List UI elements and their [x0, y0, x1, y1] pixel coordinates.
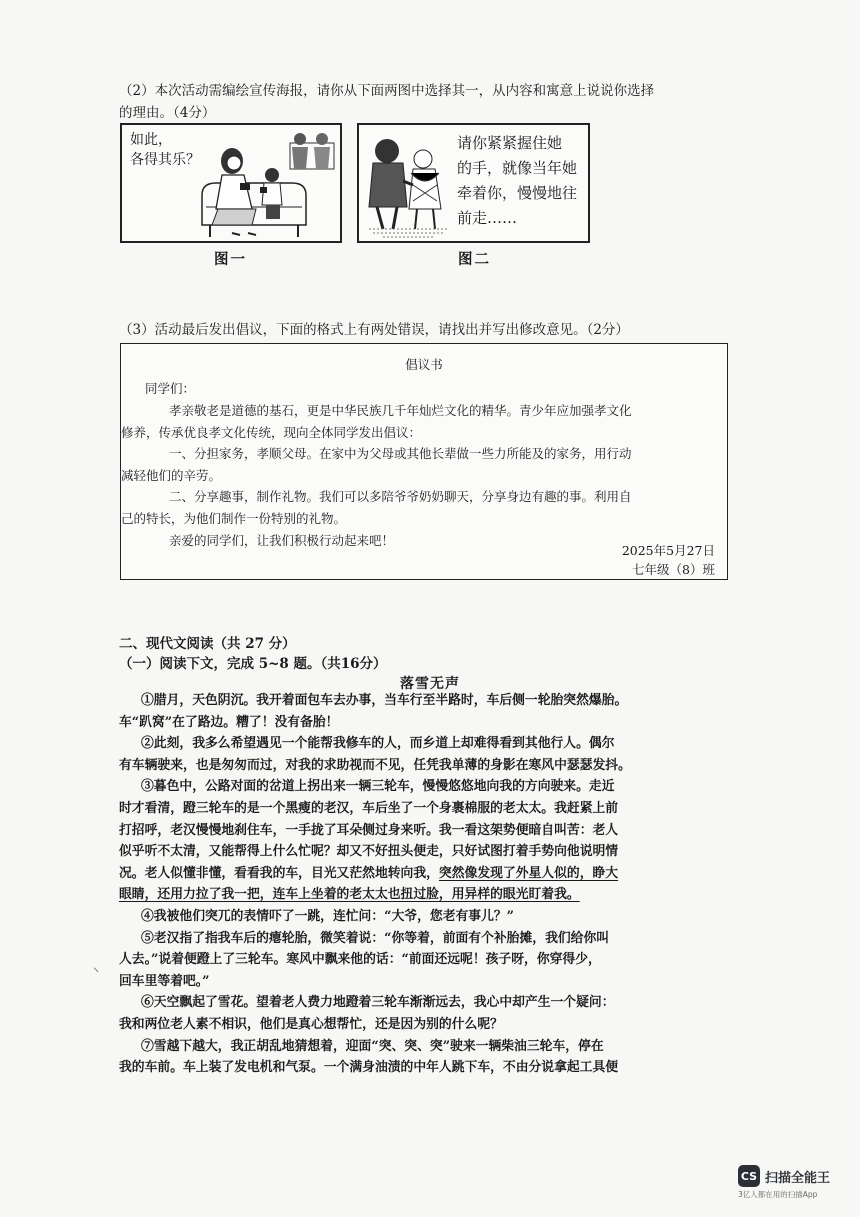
question-2-line-1: （2）本次活动需编绘宣传海报，请你从下面两图中选择其一，从内容和寓意上说说你选择: [119, 83, 655, 99]
figure-1-caption: 图一: [214, 251, 247, 268]
story-line-13: 人去。”说着便蹬上了三轮车。寒风中飘来他的话：“前面还远呢！孩子呀，你穿得少，: [119, 952, 601, 968]
story-line-6: 时才看清，蹬三轮车的是一个黑瘦的老汉，车后坐了一个身裹棉服的老太太。我赶紧上前: [119, 800, 619, 816]
story-line-4: 有车辆驶来，也是匆匆而过，对我的求助视而不见，任凭我单薄的身影在寒风中瑟瑟发抖。: [119, 757, 631, 773]
proposal-paragraph-1: [121, 400, 723, 443]
proposal-date: 2025年5月27日: [621, 543, 715, 558]
story-title: 落雪无声: [400, 676, 460, 692]
figure-2-illustration: [363, 129, 459, 239]
story-line-1: ①腊月，天色阴沉。我开着面包车去办事，当车行至半路时，车后侧一轮胎突然爆胎。: [141, 693, 628, 708]
story-line-11: ④我被他们突兀的表情吓了一跳，连忙问：“大爷，您老有事儿？”: [141, 908, 515, 924]
story-line-12: ⑤老汉指了指我车后的瘪轮胎，微笑着说：“你等着，前面有个补胎摊，我们给你叫: [141, 930, 610, 946]
figure-2-speech-line-3: 牵着你，慢慢地往: [457, 184, 578, 202]
watermark-name: 扫描全能王: [765, 1170, 831, 1186]
proposal-signer: 七年级（8）班: [632, 562, 715, 577]
story-line-2: 车“趴窝”在了路边。糟了！没有备胎！: [119, 714, 339, 730]
proposal-p3-line-1: 二、分享趣事，制作礼物。我们可以多陪爷爷奶奶聊天，分享身边有趣的事。利用自: [169, 489, 632, 504]
proposal-salutation: 同学们：: [145, 381, 196, 396]
story-line-14: 回车里等着吧。”: [119, 973, 210, 989]
story-line-16: 我和两位老人素不相识，他们是真心想帮忙，还是因为别的什么呢？: [119, 1016, 503, 1032]
story-passage: [119, 690, 759, 1079]
proposal-paragraph-4: 亲爱的同学们，让我们积极行动起来吧！: [169, 533, 395, 548]
proposal-box: [120, 343, 728, 580]
story-line-9-plain: 况。老人似懂非懂，看看我的车，目光又茫然地转向我，: [119, 865, 439, 881]
scan-mark: ⸜: [93, 960, 100, 974]
figure-2-frame: [357, 123, 590, 243]
figure-2-speech-line-2: 的手，就像当年她: [457, 159, 578, 177]
proposal-p1-line-2: 修养，传承优良孝文化传统，现向全体同学发出倡议：: [121, 424, 422, 440]
proposal-p2-line-1: 一、分担家务，孝顺父母。在家中为父母或其他长辈做一些力所能及的家务，用行动: [169, 446, 632, 461]
proposal-p1-line-1: 孝亲敬老是道德的基石，更是中华民族几千年灿烂文化的精华。青少年应加强孝文化: [169, 403, 632, 418]
story-line-7: 打招呼，老汉慢慢地刹住车，一手拢了耳朵侧过身来听。我一看这架势便暗自叫苦：老人: [119, 822, 619, 838]
figure-2-speech: [457, 131, 577, 231]
question-3: （3）活动最后发出倡议，下面的格式上有两处错误，请找出并写出修改意见。（2分）: [119, 322, 629, 338]
figure-1-speech-line-2: 各得其乐？: [130, 152, 200, 168]
story-line-5: ③暮色中，公路对面的岔道上拐出来一辆三轮车，慢慢悠悠地向我的方向驶来。走近: [141, 779, 615, 795]
story-underlined-part-1: 突然像发现了外星人似的，睁大: [438, 865, 619, 881]
figure-2-caption: 图二: [458, 251, 491, 268]
question-2: [119, 80, 739, 124]
proposal-paragraph-2: [121, 443, 723, 486]
figure-2-speech-line-1: 请你紧紧握住她: [457, 134, 563, 152]
figure-2-speech-line-4: 前走……: [457, 209, 518, 227]
story-line-9: [119, 863, 759, 885]
story-line-17: ⑦雪越下越大，我正胡乱地猜想着，迎面“突、突、突”驶来一辆柴油三轮车，停在: [141, 1038, 604, 1054]
story-underlined-part-2: 眼睛，还用力拉了我一把，连车上坐着的老太太也扭过脸，用异样的眼光盯着我。: [119, 887, 580, 903]
watermark-row: [738, 1165, 848, 1187]
figure-1-speech-line-1: 如此，: [130, 132, 172, 148]
watermark-tagline: 3亿人都在用的扫描App: [738, 1190, 818, 1199]
figure-1-frame: [120, 123, 342, 243]
proposal-paragraph-3: [121, 486, 723, 529]
section-2-title: 二、现代文阅读（共 27 分）: [119, 636, 296, 652]
scanner-watermark: [738, 1165, 848, 1200]
story-line-18: 我的车前。车上装了发电机和气泵。一个满身油渍的中年人跳下车，不由分说拿起工具便: [119, 1060, 619, 1076]
story-line-8: 似乎听不太清，又能帮得上什么忙呢？却又不好扭头便走，只好试图打着手势向他说明情: [119, 844, 619, 860]
question-2-line-2: 的理由。（4分）: [119, 105, 216, 121]
proposal-title: 倡议书: [405, 357, 443, 372]
story-line-3: ②此刻，我多么希望遇见一个能帮我修车的人，而乡道上却难得看到其他行人。偶尔: [141, 736, 615, 752]
figure-1-illustration: [182, 129, 340, 241]
section-2-subtitle: （一）阅读下文，完成 5~8 题。（共16分）: [119, 656, 387, 672]
watermark-logo-icon: CS: [738, 1165, 760, 1187]
story-line-15: ⑥天空飘起了雪花。望着老人费力地蹬着三轮车渐渐远去，我心中却产生一个疑问：: [141, 995, 615, 1011]
proposal-p2-line-2: 减轻他们的辛劳。: [121, 467, 222, 483]
proposal-p3-line-2: 己的特长，为他们制作一份特别的礼物。: [121, 510, 347, 526]
section-2-heading: [119, 634, 387, 674]
